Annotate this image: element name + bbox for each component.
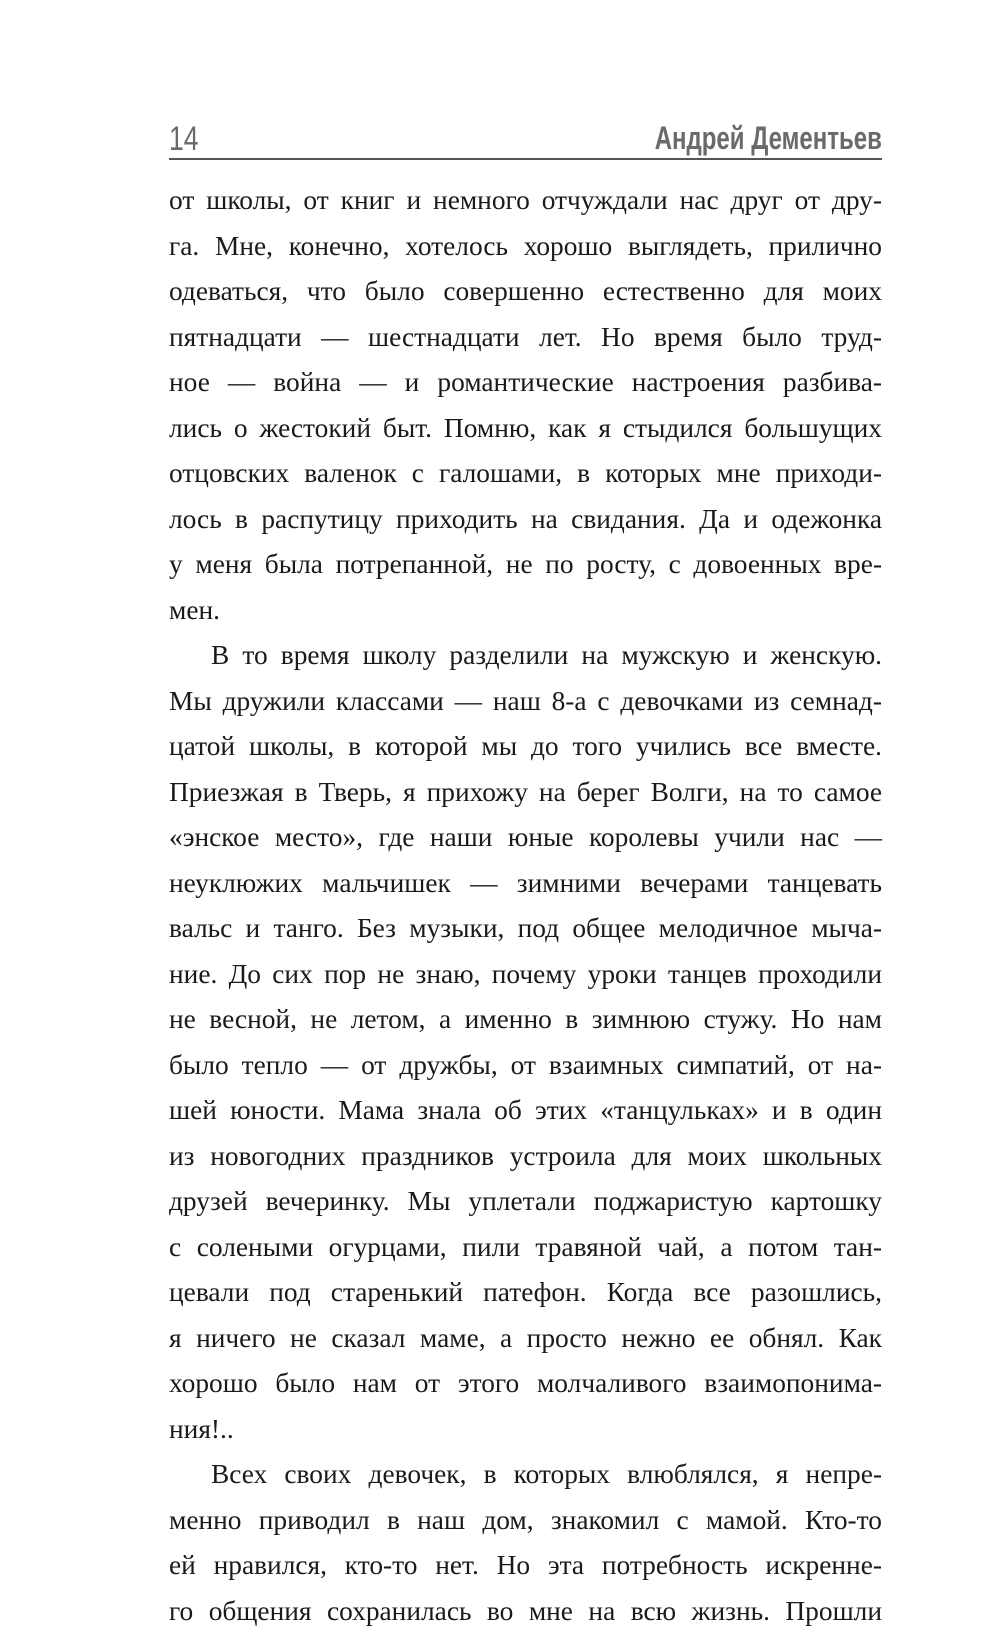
text-line: го общения сохранилась во мне на всю жизнь. Прошли [169, 1589, 882, 1634]
text-line: шей юности. Мама знала об этих «танцульках» и в один [169, 1088, 882, 1134]
text-line: от школы, от книг и немного отчуждали нас друг от дру- [169, 178, 882, 224]
text-line: менно приводил в наш дом, знакомил с мамой. Кто-то [169, 1498, 882, 1544]
text-line: В то время школу разделили на мужскую и женскую. [169, 633, 882, 679]
page-number: 14 [169, 122, 199, 156]
text-line: пятнадцати — шестнадцати лет. Но время было труд- [169, 315, 882, 361]
text-line: одеваться, что было совершенно естественно для моих [169, 269, 882, 315]
text-line: ние. До сих пор не знаю, почему уроки танцев проходили [169, 952, 882, 998]
text-line: Приезжая в Тверь, я прихожу на берег Волги, на то самое [169, 770, 882, 816]
text-line: лись о жестокий быт. Помню, как я стыдился большущих [169, 406, 882, 452]
paragraph [169, 178, 882, 633]
text-line: мен. [169, 588, 882, 634]
author-name: Андрей Дементьев [655, 122, 882, 154]
paragraph [169, 633, 882, 1452]
text-line: Всех своих девочек, в которых влюблялся, я непре- [169, 1452, 882, 1498]
text-line: я ничего не сказал маме, а просто нежно ее обнял. Как [169, 1316, 882, 1362]
text-line: ей нравился, кто-то нет. Но эта потребность искренне- [169, 1543, 882, 1589]
paragraph [169, 1452, 882, 1634]
text-line: Мы дружили классами — наш 8-а с девочками из семнад- [169, 679, 882, 725]
text-line: у меня была потрепанной, не по росту, с довоенных вре- [169, 542, 882, 588]
text-line: друзей вечеринку. Мы уплетали поджаристую картошку [169, 1179, 882, 1225]
text-line: из новогодних праздников устроила для моих школьных [169, 1134, 882, 1180]
text-line: цатой школы, в которой мы до того учились все вместе. [169, 724, 882, 770]
text-line: ния!.. [169, 1407, 882, 1453]
running-head [169, 108, 882, 160]
text-line: «энское место», где наши юные королевы учили нас — [169, 815, 882, 861]
body-text [169, 178, 882, 1634]
text-line: неуклюжих мальчишек — зимними вечерами танцевать [169, 861, 882, 907]
text-line: хорошо было нам от этого молчаливого взаимопонима- [169, 1361, 882, 1407]
text-line: ное — война — и романтические настроения разбива- [169, 360, 882, 406]
text-line: вальс и танго. Без музыки, под общее мелодичное мыча- [169, 906, 882, 952]
text-line: с солеными огурцами, пили травяной чай, а потом тан- [169, 1225, 882, 1271]
text-line: не весной, не летом, а именно в зимнюю стужу. Но нам [169, 997, 882, 1043]
text-line: га. Мне, конечно, хотелось хорошо выглядеть, прилично [169, 224, 882, 270]
text-line: было тепло — от дружбы, от взаимных симпатий, от на- [169, 1043, 882, 1089]
text-line: лось в распутицу приходить на свидания. Да и одежонка [169, 497, 882, 543]
text-line: отцовских валенок с галошами, в которых мне приходи- [169, 451, 882, 497]
text-line: цевали под старенький патефон. Когда все разошлись, [169, 1270, 882, 1316]
